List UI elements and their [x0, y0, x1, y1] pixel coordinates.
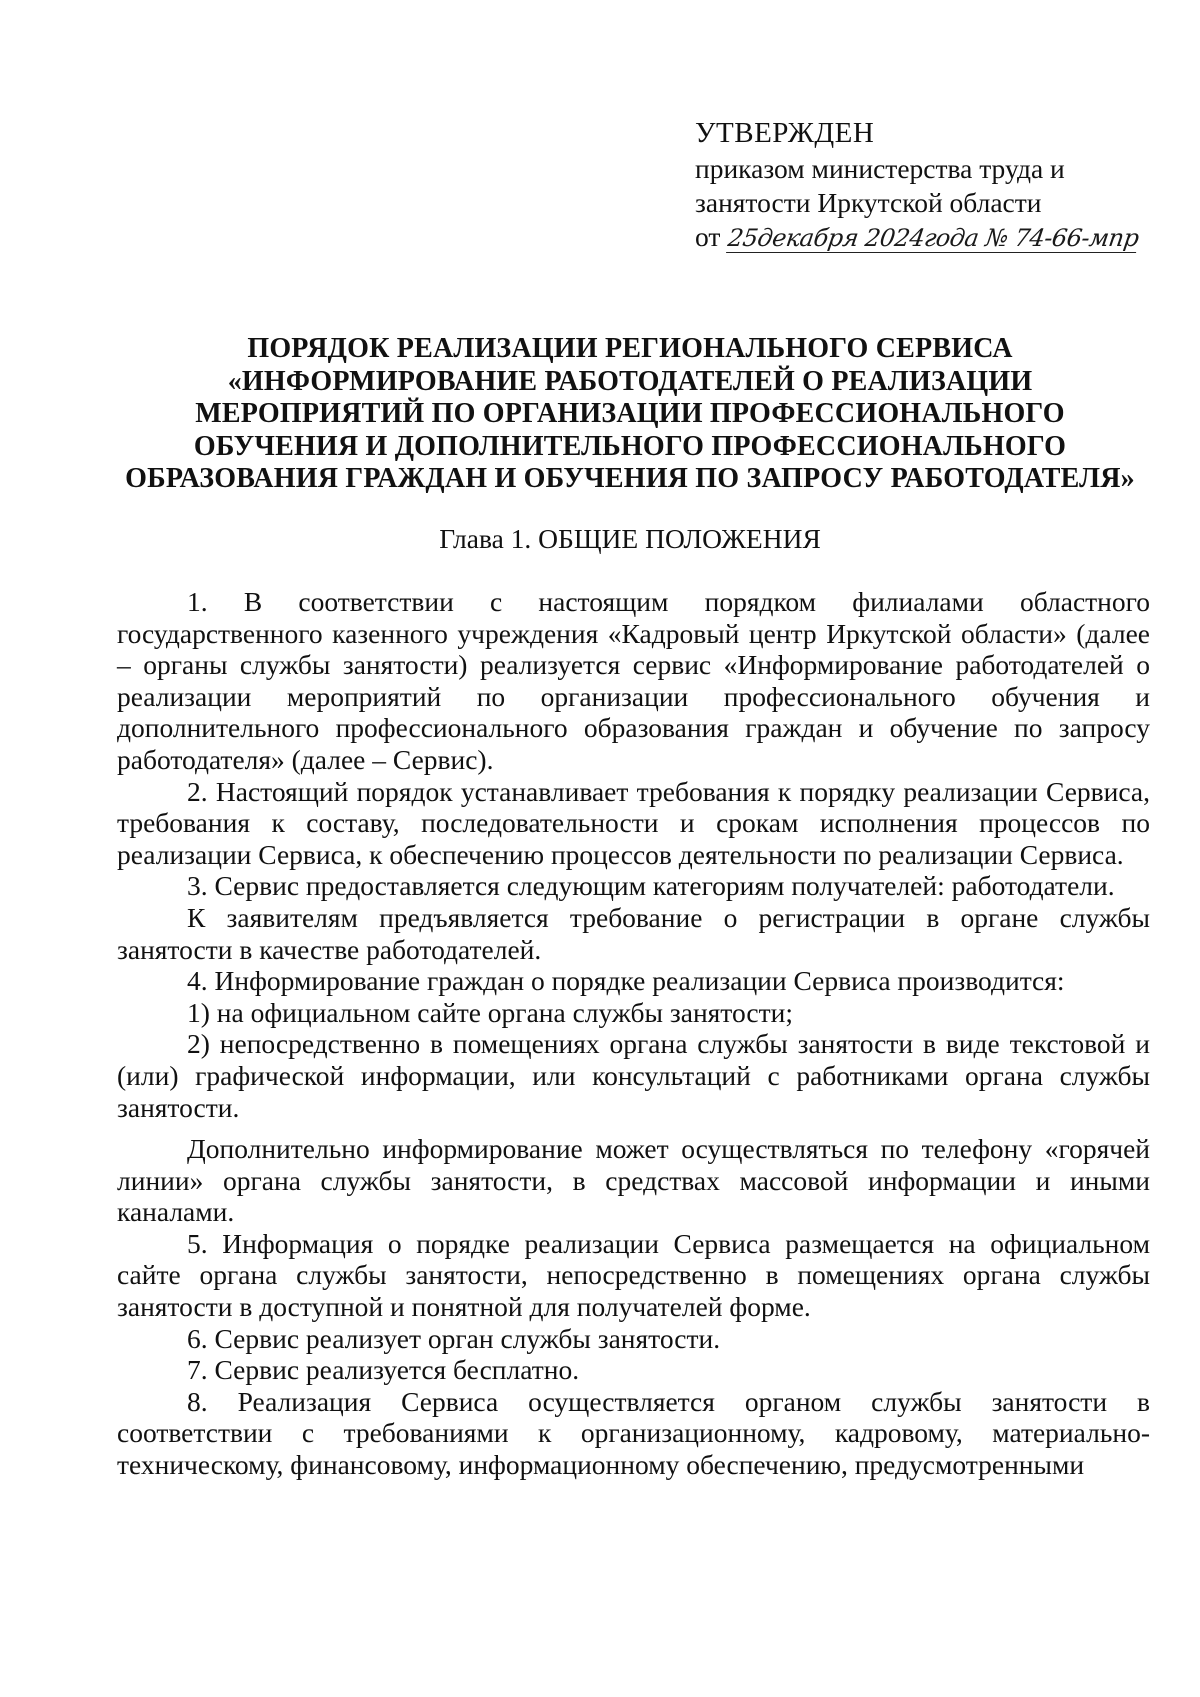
document-title — [110, 333, 1150, 496]
paragraph: 6. Сервис реализует орган службы занятости. — [187, 1322, 721, 1354]
document-title-line: ОБРАЗОВАНИЯ ГРАЖДАН И ОБУЧЕНИЯ ПО ЗАПРОСУ РАБОТОДАТЕЛЯ» — [125, 463, 1135, 494]
approval-line-1: приказом министерства труда и — [695, 153, 1065, 184]
approval-date-prefix: от — [695, 221, 721, 252]
paragraph: 3. Сервис предоставляется следующим категориям получателей: работодатели. — [187, 870, 1115, 902]
paragraph: Дополнительно информирование может осуществляться по телефону «горячей линии» органа службы занятости, в средствах массовой информации и иными каналами. — [117, 1133, 1150, 1228]
document-title-line: ОБУЧЕНИЯ И ДОПОЛНИТЕЛЬНОГО ПРОФЕССИОНАЛЬНОГО — [193, 430, 1067, 462]
paragraph: 8. Реализация Сервиса осуществляется органом службы занятости в соответствии с требованиями к организационному, кадровому, материально-техническому, финансовому, информационному обеспечению, предусмотренными — [117, 1385, 1150, 1481]
approval-line-2: занятости Иркутской области — [695, 187, 1042, 218]
paragraph: 1) на официальном сайте органа службы занятости; — [187, 996, 793, 1028]
paragraph: 2. Настоящий порядок устанавливает требования к порядку реализации Сервиса, требования к составу, последовательности и срокам исполнения процессов по реализации Сервиса, к обеспечению процессов деятельности по реализации Сервиса. — [117, 775, 1150, 870]
paragraph: К заявителям предъявляется требование о регистрации в органе службы занятости в качестве работодателей. — [117, 901, 1150, 965]
approval-title: УТВЕРЖДЕН — [695, 117, 875, 149]
chapter-heading: Глава 1. ОБЩИЕ ПОЛОЖЕНИЯ — [439, 523, 821, 554]
handwritten-order-date: 25декабря 2024года № 74-66-мпр — [726, 224, 1141, 252]
approval-date-line — [695, 220, 1141, 254]
paragraph: 7. Сервис реализуется бесплатно. — [187, 1354, 580, 1386]
paragraph: 5. Информация о порядке реализации Сервиса размещается на официальном сайте органа службы занятости, непосредственно в помещениях органа службы занятости в доступной и понятной для получателей форме. — [117, 1227, 1150, 1323]
document-title-line: ПОРЯДОК РЕАЛИЗАЦИИ РЕГИОНАЛЬНОГО СЕРВИСА — [247, 333, 1013, 364]
paragraph: 2) непосредственно в помещениях органа службы занятости в виде текстовой и (или) графической информации, или консультаций с работниками органа службы занятости. — [117, 1028, 1150, 1123]
document-title-line: МЕРОПРИЯТИЙ ПО ОРГАНИЗАЦИИ ПРОФЕССИОНАЛЬНОГО — [195, 398, 1065, 429]
paragraph: 4. Информирование граждан о порядке реализации Сервиса производится: — [187, 965, 1065, 997]
document-body — [117, 586, 1150, 1481]
paragraph: 1. В соответствии с настоящим порядком филиалами областного государственного казенного учреждения «Кадровый центр Иркутской области» (далее – органы службы занятости) реализуется сервис «Информирование работодателей о реализации мероприятий по организации профессионального обучения и дополнительного профессионального образования граждан и обучение по запросу работодателя» (далее – Сервис). — [117, 586, 1150, 775]
document-title-line: «ИНФОРМИРОВАНИЕ РАБОТОДАТЕЛЕЙ О РЕАЛИЗАЦИИ — [227, 365, 1033, 397]
approval-block — [695, 114, 1141, 254]
